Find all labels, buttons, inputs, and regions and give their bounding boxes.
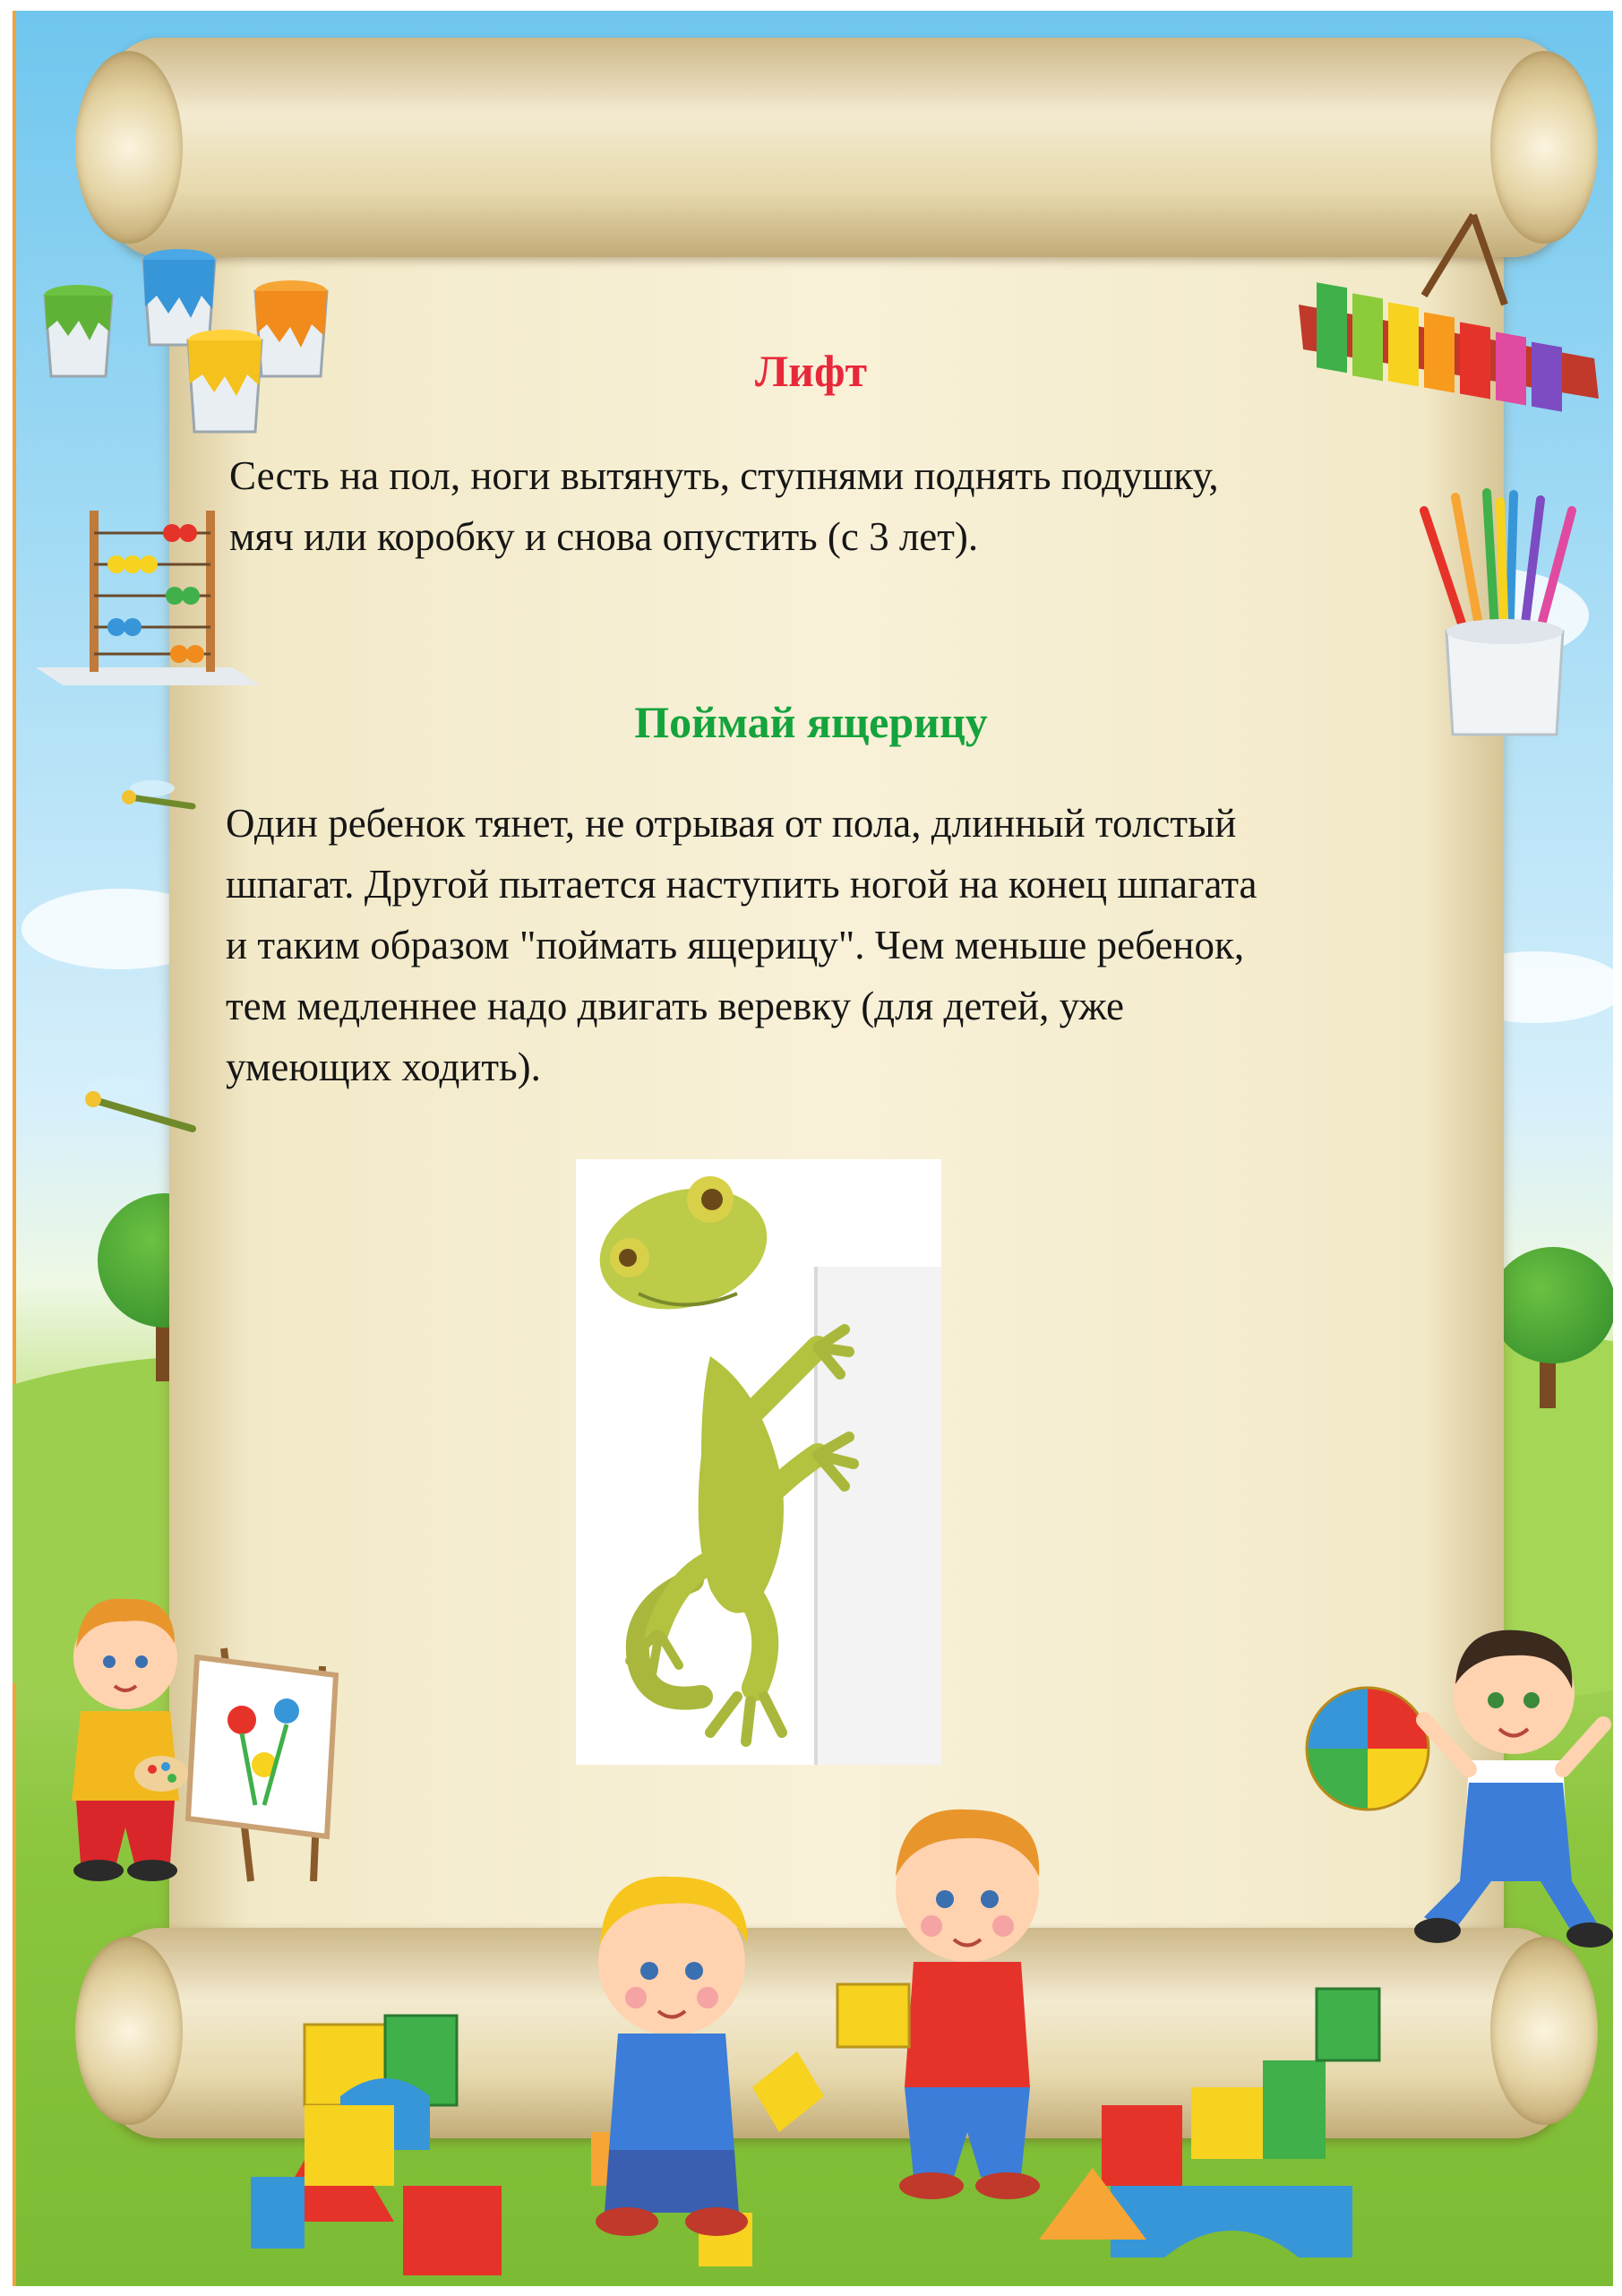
scroll-roll-end xyxy=(75,51,183,244)
text-line: шпагат. Другой пытается наступить ногой на конец шпагата xyxy=(226,862,1257,907)
scroll-roll-end xyxy=(75,1937,183,2125)
section-2-title: Поймай ящерицу xyxy=(634,697,988,747)
scroll-roll-end xyxy=(1490,1937,1598,2125)
text-line: Один ребенок тянет, не отрывая от пола, длинный толстый xyxy=(226,801,1237,846)
sitting-boy-icon xyxy=(1406,1612,1612,1953)
lizard-peeking-icon xyxy=(576,1159,941,1765)
dragonfly-icon xyxy=(81,1066,197,1147)
text-line: тем медленнее надо двигать веревку (для детей, уже xyxy=(226,984,1124,1028)
children-blocks-icon xyxy=(251,1792,1388,2289)
text-line: умеющих ходить). xyxy=(226,1045,541,1089)
text-line: Сесть на пол, ноги вытянуть, ступнями поднять подушку, xyxy=(229,453,1219,498)
section-1-title: Лифт xyxy=(754,346,868,396)
tree-icon xyxy=(1490,1247,1613,1363)
text-line: мяч или коробку и снова опустить (с 3 лет). xyxy=(229,514,979,559)
section-2-text xyxy=(226,793,1257,1097)
section-1-text xyxy=(229,445,1219,567)
dragonfly-icon xyxy=(116,770,197,824)
text-line: и таким образом "поймать ящерицу". Чем меньше ребенок, xyxy=(226,923,1245,967)
